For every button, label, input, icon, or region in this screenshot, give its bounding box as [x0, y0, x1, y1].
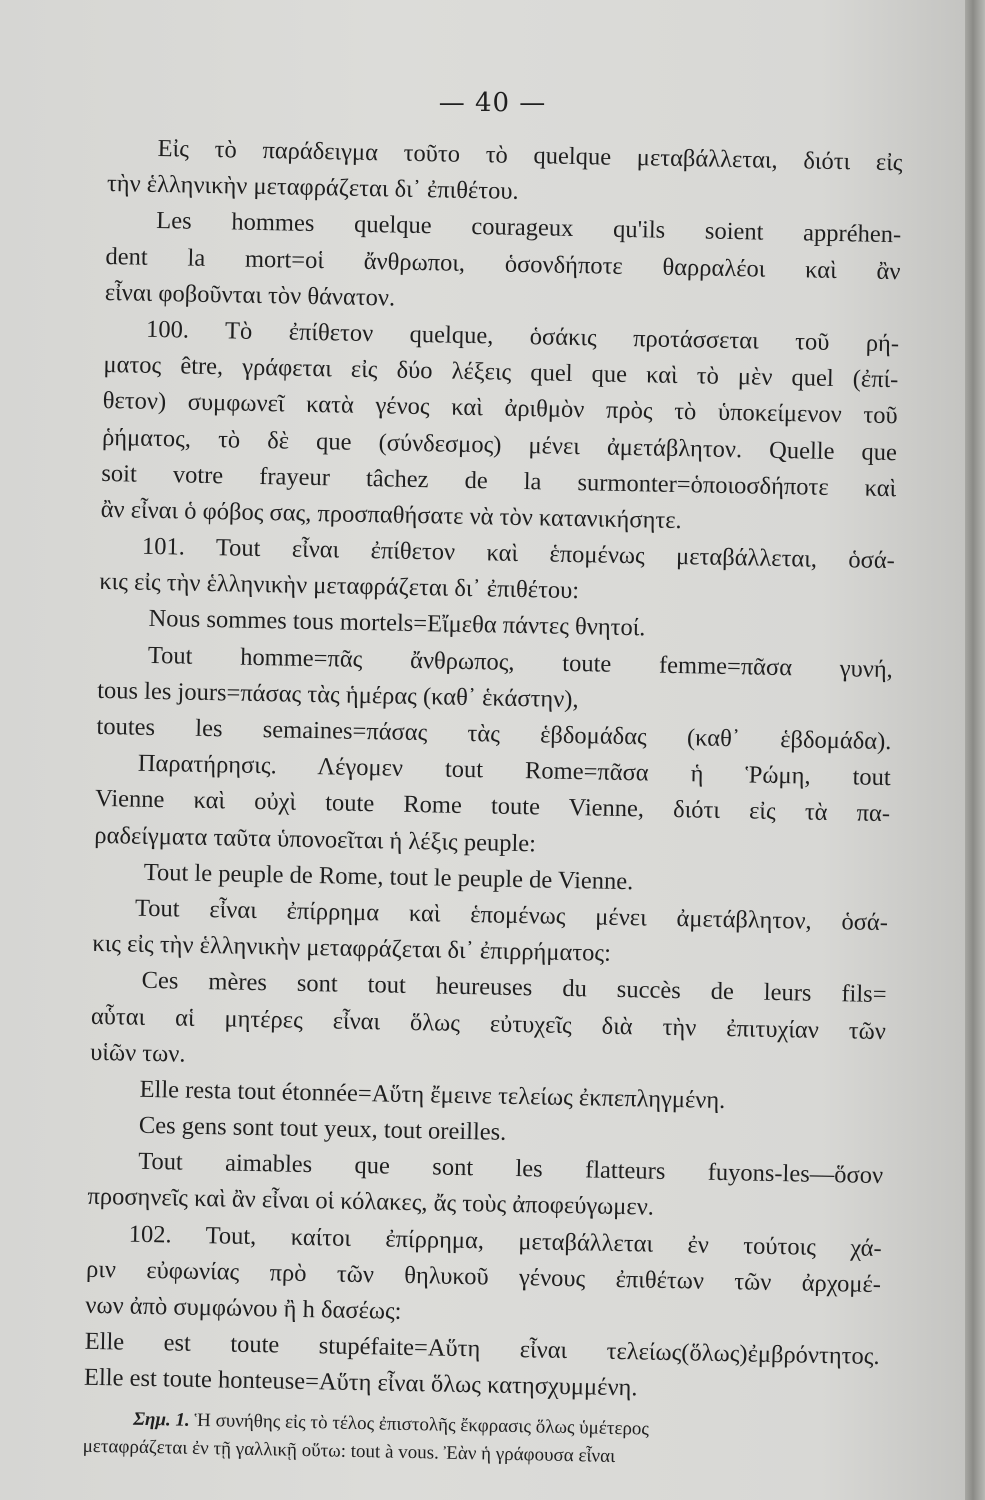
text-line: τὴν ἑλληνικὴν μεταφράζεται δι᾿ ἐπιθέτου.	[106, 170, 519, 206]
text-line: Vienne καὶ οὐχὶ toute Rome toute Vienne, διότι εἰς τὰ πα-	[94, 785, 891, 828]
text-line: 100. Τὸ ἐπίθετον quelque, ὁσάκις προτάσσεται τοῦ ρή-	[145, 315, 900, 358]
body-text	[82, 130, 902, 1476]
book-spine-edge	[965, 0, 985, 1500]
footnote-line-2: μεταφράζεται ἐν τῇ γαλλικῇ οὕτω: tout à vous. Ἐὰν ἡ γράφουσα εἶναι	[82, 1435, 616, 1467]
text-line: dent la mort=οἱ ἄνθρωποι, ὁσονδήποτε θαρραλέοι καὶ ἂν	[105, 242, 901, 285]
text-line: 101. Tout εἶναι ἐπίθετον καὶ ἑπομένως μεταβάλλεται, ὁσά-	[141, 532, 896, 575]
text-line: κις εἰς τὴν ἑλληνικὴν μεταφράζεται δι᾿ ἐπιθέτου:	[99, 568, 580, 605]
text-line: Nous sommes tous mortels=Εἴμεθα πάντες θνητοί.	[148, 605, 646, 642]
text-line: Tout εἶναι ἐπίρρημα καὶ ἑπομένως μένει ἀμετάβλητον, ὁσά-	[134, 894, 889, 937]
page-number: — 40 —	[438, 88, 547, 118]
text-line: Tout le peuple de Rome, tout le peuple de Vienne.	[143, 858, 634, 895]
text-line: αὗται αἱ μητέρες εἶναι ὅλως εὐτυχεῖς διὰ τὴν ἐπιτυχίαν τῶν	[90, 1002, 887, 1045]
text-line: κις εἰς τὴν ἑλληνικὴν μεταφράζεται δι᾿ ἐπιρρήματος:	[92, 929, 612, 967]
text-line: προσηνεῖς καὶ ἂν εἶναι οἱ κόλακες, ἄς τοὺς ἀποφεύγωμεν.	[87, 1183, 655, 1222]
text-line: Les hommes quelque courageux qu'ils soient appréhen-	[156, 207, 902, 249]
text-line: ριν εὐφωνίας πρὸ τῶν θηλυκοῦ γένους ἐπιθέτων τῶν ἀρχομέ-	[85, 1255, 882, 1298]
text-line: ραδείγματα ταῦτα ὑπονοεῖται ἡ λέξις peuple:	[94, 821, 537, 857]
text-line: Elle resta tout étonnée=Αὕτη ἔμεινε τελείως ἐκπεπληγμένη.	[139, 1075, 726, 1114]
text-line: νων ἀπὸ συμφώνου ἢ h δασέως:	[85, 1291, 402, 1325]
text-line: υἱῶν των.	[90, 1038, 186, 1068]
text-line: Παρατήρησις. Λέγομεν tout Rome=πᾶσα ἡ Ῥώμη, tout	[137, 749, 891, 792]
footnote-label: Σημ. 1.	[133, 1408, 190, 1431]
text-line: soit votre frayeur tâchez de la surmonter=ὁποιοσδήποτε καὶ	[101, 459, 897, 502]
text-line: Elle est toute stupéfaite=Αὕτη εἶναι τελείως(ὅλως)ἐμβρόντητος.	[84, 1327, 880, 1371]
text-line: Tout homme=πᾶς ἄνθρωπος, toute femme=πᾶσα γυνή,	[147, 641, 894, 683]
text-line: tous les jours=πάσας τὰς ἡμέρας (καθ᾿ ἑκάστην),	[96, 676, 579, 713]
text-line: θετον) συμφωνεῖ κατὰ γένος καὶ ἀριθμὸν πρὸς τὸ ὑποκείμενον τοῦ	[102, 387, 898, 430]
text-line: εἶναι φοβοῦνται τὸν θάνατον.	[104, 278, 396, 312]
footnote-text-1: Ἡ συνήθης εἰς τὸ τέλος ἐπιστολῆς ἔκφρασις ὅλως ὑμέτερος	[194, 1409, 650, 1440]
text-line: ῥήματος, τὸ δὲ que (σύνδεσμος) μένει ἀμετάβλητον. Quelle que	[101, 423, 898, 466]
text-line: toutes les semaines=πάσας τὰς ἑβδομάδας (καθ᾿ ἑβδομάδα).	[96, 712, 892, 756]
text-line: ἂν εἶναι ὁ φόβος σας, προσπαθήσατε νὰ τὸν κατανικήσητε.	[100, 495, 682, 534]
text-line: 102. Tout, καίτοι ἐπίρρημα, μεταβάλλεται ἐν τούτοις χά-	[128, 1220, 882, 1262]
text-line: Tout aimables que sont les flatteurs fuyons-les—ὅσον	[137, 1148, 884, 1190]
text-line: Εἰς τὸ παράδειγμα τοῦτο τὸ quelque μεταβάλλεται, διότι εἰς	[157, 134, 903, 177]
paragraph-lines	[84, 130, 903, 1412]
text-line: Ces gens sont tout yeux, tout oreilles.	[138, 1111, 507, 1146]
text-line: ματος être, γράφεται εἰς δύο λέξεις quel que καὶ τὸ μὲν quel (ἐπί-	[103, 351, 899, 394]
text-line: Ces mères sont tout heureuses du succès de leurs fils=	[141, 967, 887, 1009]
text-line: Elle est toute honteuse=Αὕτη εἶναι ὅλως κατησχυμμένη.	[83, 1364, 638, 1402]
